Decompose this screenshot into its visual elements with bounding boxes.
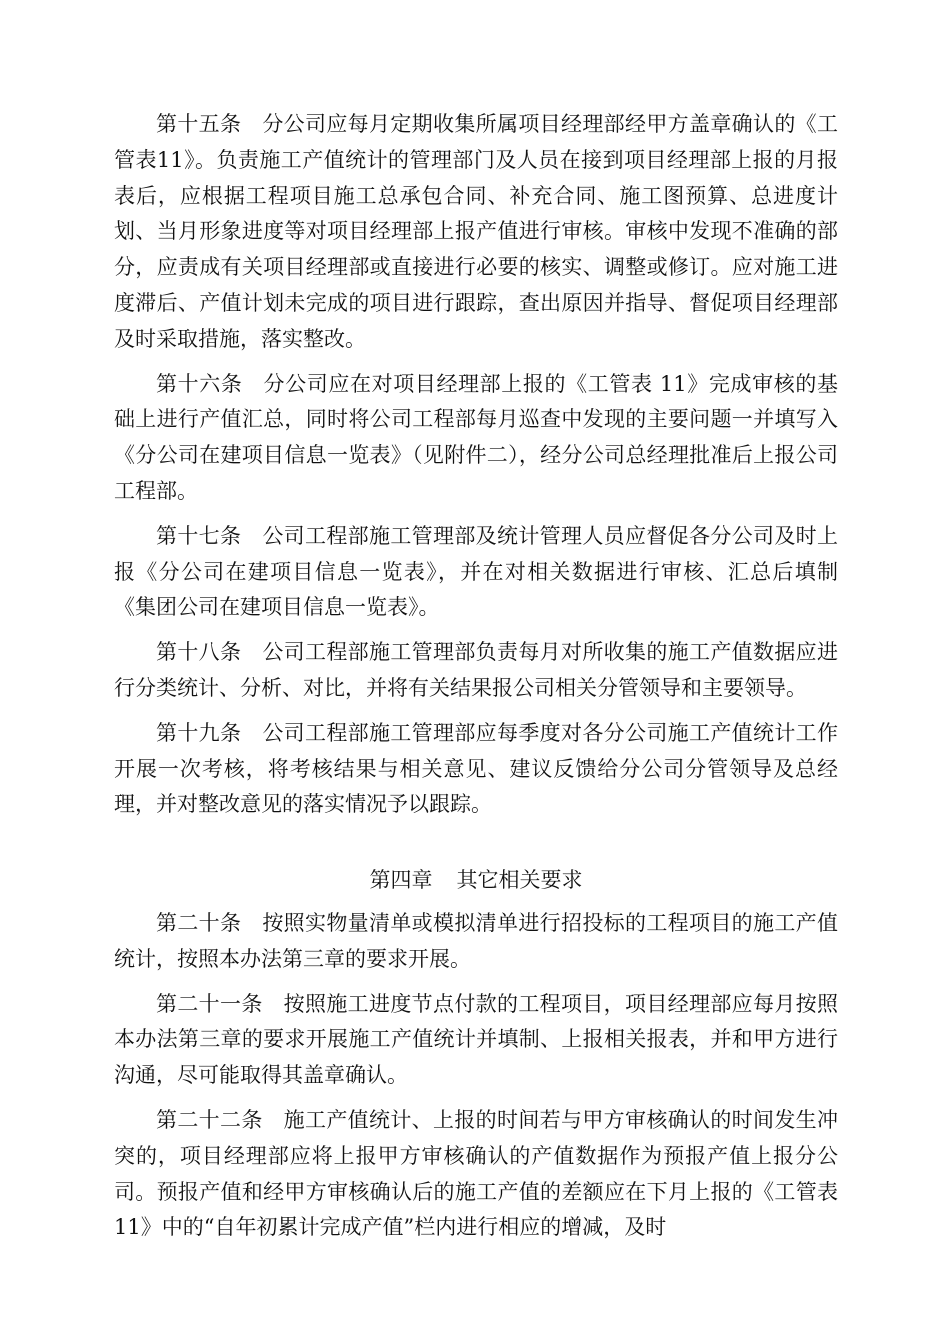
chapter-title: 其它相关要求 (456, 868, 583, 893)
article-19 (114, 716, 838, 823)
article-17 (114, 519, 838, 626)
article-text: 公司工程部施工管理部负责每月对所收集的施工产值数据应进行分类统计、分析、对比，并将有关结果报公司相关分管领导和主要领导。 (114, 640, 839, 700)
article-number: 第十七条 (156, 523, 242, 548)
article-21 (114, 987, 838, 1094)
article-number: 第二十条 (156, 910, 242, 935)
article-text: 分公司应每月定期收集所属项目经理部经甲方盖章确认的《工管表11》。负责施工产值统计的管理部门及人员在接到项目经理部上报的月报表后，应根据工程项目施工总承包合同、补充合同、施工图预算、总进度计划、当月形象进度等对项目经理部上报产值进行审核。审核中发现不准确的部分，应责成有关项目经理部或直接进行必要的核实、调整或修订。应对施工进度滞后、产值计划未完成的项目进行跟踪，查出原因并指导、督促项目经理部及时采取措施，落实整改。 (114, 112, 839, 351)
document-body (114, 107, 838, 1255)
article-number: 第十五条 (156, 112, 242, 136)
chapter-heading (114, 863, 838, 899)
article-text: 按照施工进度节点付款的工程项目，项目经理部应每月按照本办法第三章的要求开展施工产值统计并填制、上报相关报表，并和甲方进行沟通，尽可能取得其盖章确认。 (114, 991, 839, 1088)
article-number: 第十九条 (156, 720, 242, 745)
article-number: 第十六条 (156, 371, 243, 396)
article-number: 第二十二条 (156, 1107, 263, 1132)
article-18 (114, 635, 838, 707)
article-number: 第二十一条 (156, 991, 263, 1016)
article-text: 公司工程部施工管理部及统计管理人员应督促各分公司及时上报《分公司在建项目信息一览表》，并在对相关数据进行审核、汇总后填制《集团公司在建项目信息一览表》。 (114, 523, 839, 620)
article-text: 公司工程部施工管理部应每季度对各分公司施工产值统计工作开展一次考核，将考核结果与相关意见、建议反馈给分公司分管领导及总经理，并对整改意见的落实情况予以跟踪。 (114, 720, 839, 817)
article-text: 分公司应在对项目经理部上报的《工管表 11》完成审核的基础上进行产值汇总，同时将公司工程部每月巡查中发现的主要问题一并填写入《分公司在建项目信息一览表》（见附件二），经分公司总经理批准后上报公司工程部。 (114, 371, 838, 503)
article-15 (114, 107, 838, 358)
article-16 (114, 367, 838, 510)
article-text: 按照实物量清单或模拟清单进行招投标的工程项目的施工产值统计，按照本办法第三章的要求开展。 (114, 910, 839, 971)
chapter-number: 第四章 (369, 868, 433, 893)
article-22 (114, 1103, 838, 1246)
article-number: 第十八条 (156, 640, 242, 665)
article-20 (114, 906, 838, 978)
article-text: 施工产值统计、上报的时间若与甲方审核确认的时间发生冲突的，项目经理部应将上报甲方审核确认的产值数据作为预报产值上报分公司。预报产值和经甲方审核确认后的施工产值的差额应在下月上报的《工管表 11》中的“自年初累计完成产值”栏内进行相应的增减，及时 (114, 1107, 839, 1240)
